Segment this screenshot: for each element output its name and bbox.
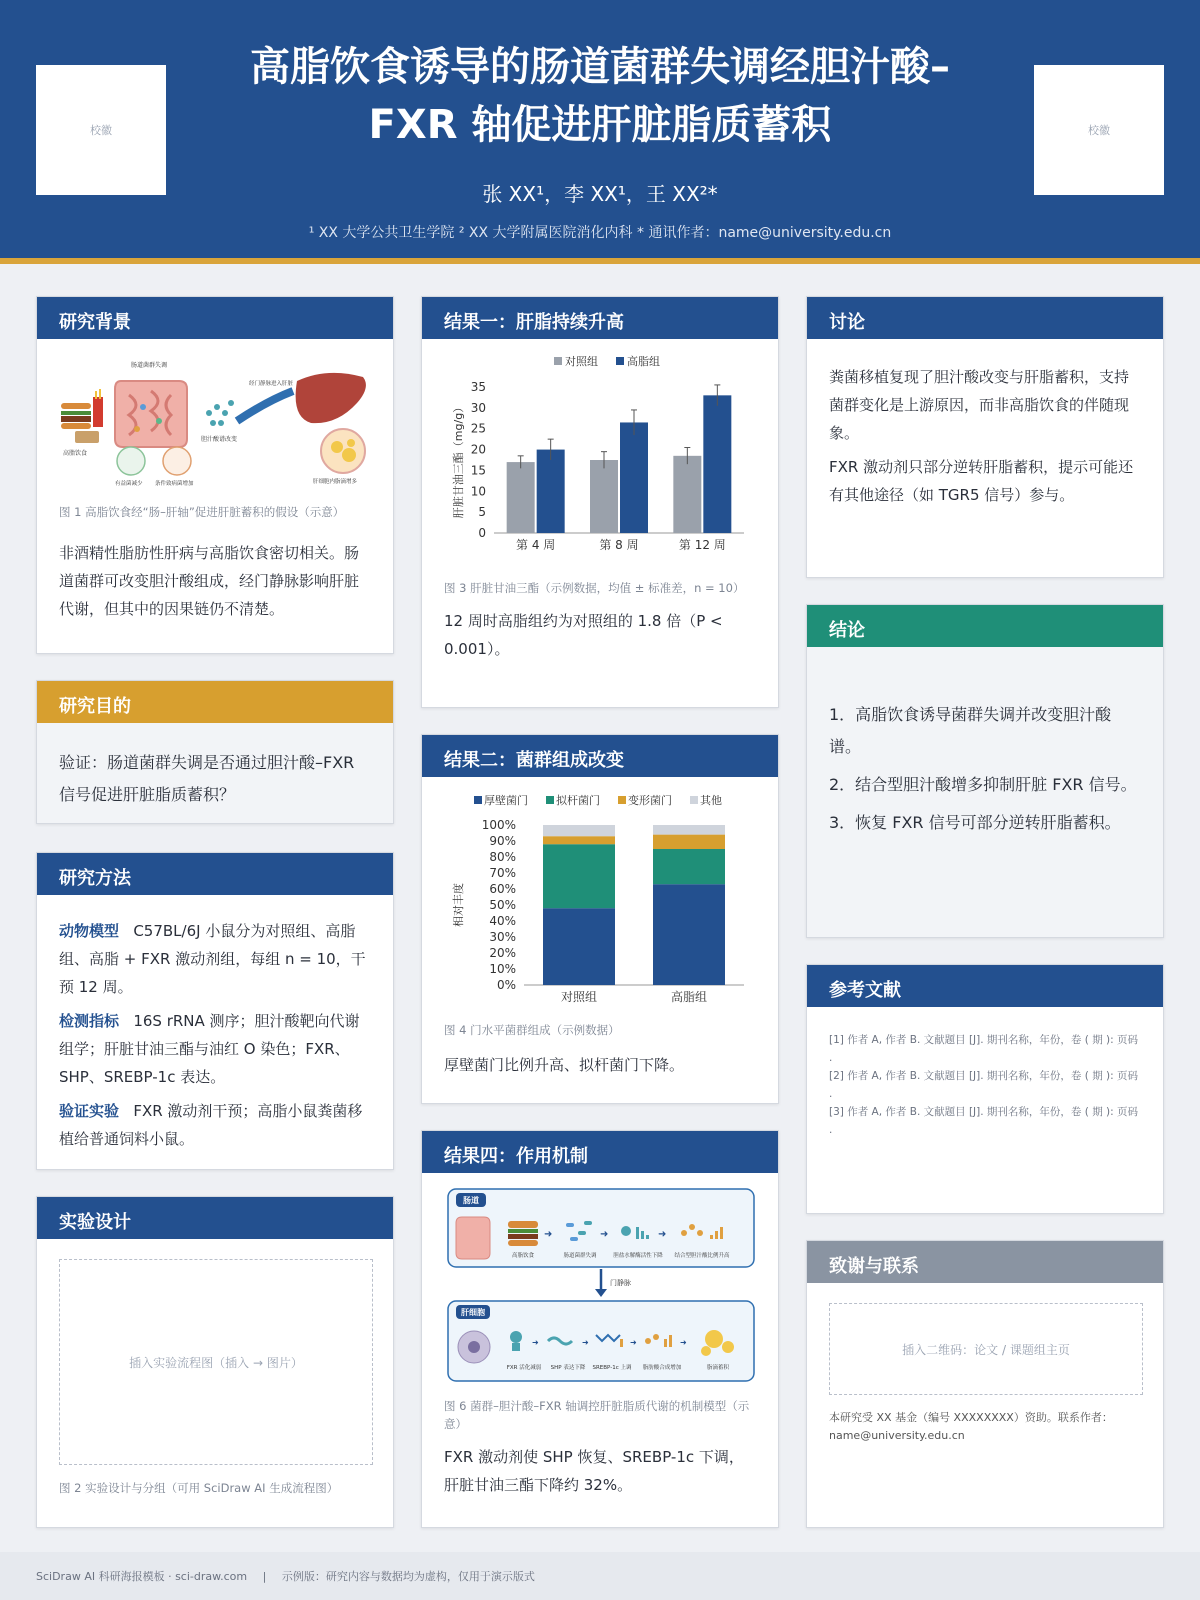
- title-line-2: FXR 轴促进肝脏脂质蓄积: [368, 102, 832, 148]
- arrow-icon: ➜: [630, 1338, 637, 1347]
- nucleus-icon: [468, 1341, 480, 1353]
- result1-text: 12 周时高脂组约为对照组的 1.8 倍（P < 0.001）。: [444, 612, 723, 658]
- panel-methods: [36, 852, 394, 1170]
- fig-label: 肠道菌群失调: [131, 362, 168, 369]
- panel-acknowledgements: [806, 1240, 1164, 1528]
- method-text: FXR 激动剂干预；高脂小鼠粪菌移植给普通饲料小鼠。: [59, 1102, 363, 1148]
- reference-item: [1] 作者 A, 作者 B. 文献题目 [J]. 期刊名称，年份，卷 ( 期 ): 页码 .: [829, 1034, 1139, 1064]
- method-item: [59, 1097, 371, 1153]
- panel-heading: 研究方法: [37, 853, 393, 895]
- y-tick-label: 90%: [489, 834, 516, 848]
- footer-divider: |: [262, 1570, 267, 1583]
- title-line-1: 高脂饮食诱导的肠道菌群失调经胆汁酸–: [250, 44, 950, 90]
- legend-swatch: [546, 796, 554, 804]
- liver-step: 脂肪酸合成增加: [642, 1365, 682, 1371]
- authors: 张 XX¹，李 XX¹，王 XX²*: [482, 182, 718, 206]
- funding-contact: 本研究受 XX 基金（编号 XXXXXXXX）资助。联系作者：name@university.edu.cn: [829, 1411, 1113, 1442]
- aim-text: 验证：肠道菌群失调是否通过胆汁酸–FXR 信号促进肝脏脂质蓄积？: [59, 753, 355, 804]
- y-tick-label: 80%: [489, 850, 516, 864]
- panel-heading: 结论: [807, 605, 1163, 647]
- stacked-bar-segment: [653, 835, 725, 849]
- poster-header: [0, 0, 1200, 262]
- result2-text: 厚壁菌门比例升高、拟杆菌门下降。: [444, 1056, 685, 1074]
- gut-tag-label: 肠道: [463, 1196, 479, 1205]
- liver-icon: [296, 373, 366, 473]
- legend-label: 厚壁菌门: [484, 794, 528, 807]
- stacked-bar-segment: [653, 884, 725, 985]
- x-tick-label: 第 12 周: [678, 538, 726, 552]
- bar: [620, 422, 648, 533]
- bar: [673, 456, 701, 533]
- gut-step: 结合型胆汁酸比例升高: [674, 1253, 730, 1259]
- panel-heading: 结果一：肝脂持续升高: [422, 297, 778, 339]
- panel-heading: 实验设计: [37, 1197, 393, 1239]
- method-text: 16S rRNA 测序；胆汁酸靶向代谢组学；肝脏甘油三酯与油红 O 染色；FXR、SHP、SREBP-1c 表达。: [59, 1012, 360, 1086]
- y-tick-label: 10: [470, 484, 486, 499]
- legend-swatch: [690, 796, 698, 804]
- y-tick-label: 60%: [489, 882, 516, 896]
- portal-arrow-head: [595, 1289, 607, 1297]
- arrow-icon: ➜: [544, 1229, 553, 1240]
- reference-item: [3] 作者 A, 作者 B. 文献题目 [J]. 期刊名称，年份，卷 ( 期 ): 页码 .: [829, 1106, 1139, 1136]
- figure-caption: 图 2 实验设计与分组（可用 SciDraw AI 生成流程图）: [59, 1481, 339, 1495]
- figure-caption: 图 1 高脂饮食经“肠–肝轴”促进肝脏蓄积的假设（示意）: [59, 505, 345, 519]
- y-tick-label: 0: [478, 526, 486, 540]
- liver-step: SHP 表达下降: [550, 1365, 586, 1371]
- portal-label: 门静脉: [610, 1279, 631, 1287]
- y-tick-label: 25: [470, 421, 486, 436]
- gut-step: 肠道菌群失调: [563, 1253, 597, 1259]
- fig-label: 经门静脉进入肝脏: [249, 381, 294, 387]
- panel-heading: 研究背景: [37, 297, 393, 339]
- flowchart-placeholder[interactable]: 插入实验流程图（插入 → 图片）: [59, 1259, 373, 1465]
- affiliations: ¹ XX 大学公共卫生学院 ² XX 大学附属医院消化内科 * 通讯作者：name@university.edu.cn: [308, 225, 892, 241]
- y-axis-label: 肝脏甘油三酯（mg/g）: [452, 401, 465, 519]
- header-divider: [0, 258, 1200, 264]
- legend-swatch: [618, 796, 626, 804]
- panel-result2: [421, 734, 779, 1104]
- stacked-bar-segment: [543, 825, 615, 836]
- gut-step: 高脂饮食: [511, 1253, 535, 1259]
- stacked-bar-segment: [543, 844, 615, 908]
- panel-heading: 参考文献: [807, 965, 1163, 1007]
- method-text: C57BL/6J 小鼠分为对照组、高脂组、高脂 + FXR 激动剂组，每组 n = 10，干预 12 周。: [59, 922, 366, 996]
- panel-background: [36, 296, 394, 654]
- panel-heading: 研究目的: [37, 681, 393, 723]
- panel-heading: 结果二：菌群组成改变: [422, 735, 778, 777]
- bar: [703, 395, 731, 533]
- conclusion-item: 3．恢复 FXR 信号可部分逆转肝脂蓄积。: [829, 813, 1121, 832]
- panel-heading: 致谢与联系: [807, 1241, 1163, 1283]
- discussion-paragraph-1: 粪菌移植复现了胆汁酸改变与肝脂蓄积，支持菌群变化是上游原因，而非高脂饮食的伴随现象。: [829, 368, 1130, 442]
- footer-brand: SciDraw AI 科研海报模板 · sci-draw.com: [36, 1570, 248, 1583]
- conclusion-item: 2．结合型胆汁酸增多抑制肝脏 FXR 信号。: [829, 775, 1137, 794]
- logo-right-placeholder: 校徽: [1034, 65, 1164, 195]
- y-axis-label: 相对丰度: [452, 883, 465, 927]
- panel-references: [806, 964, 1164, 1214]
- method-item: [59, 1007, 371, 1091]
- y-tick-label: 20%: [489, 946, 516, 960]
- pathogen-bacteria-icon: [163, 447, 191, 475]
- y-tick-label: 30%: [489, 930, 516, 944]
- panel-heading: 讨论: [807, 297, 1163, 339]
- gut-liver-illustration: [59, 351, 373, 491]
- bar: [590, 460, 618, 533]
- method-item: [59, 917, 371, 1001]
- fig-label: 胆汁酸谱改变: [201, 436, 238, 443]
- y-tick-label: 0%: [496, 978, 516, 992]
- fig-label: 条件致病菌增加: [155, 481, 194, 487]
- figure-caption: 图 4 门水平菌群组成（示例数据）: [444, 1023, 620, 1037]
- panel-aim: [36, 680, 394, 824]
- stacked-bar-segment: [543, 908, 615, 985]
- result4-text: FXR 激动剂使 SHP 恢复、SREBP-1c 下调，肝脏甘油三酯下降约 32%。: [444, 1448, 744, 1494]
- x-tick-label: 第 8 周: [599, 538, 639, 552]
- bile-acid-molecule-icon: [206, 400, 234, 426]
- arrow-icon: ➜: [680, 1338, 687, 1347]
- gut-step: 胆盐水解酶活性下降: [613, 1253, 663, 1259]
- x-tick-label: 对照组: [560, 990, 598, 1004]
- y-tick-label: 5: [478, 505, 486, 520]
- arrow-icon: ➜: [532, 1338, 539, 1347]
- fig-label: 有益菌减少: [115, 481, 143, 487]
- figure-caption: 图 6 菌群–胆汁酸–FXR 轴调控肝脏脂质代谢的机制模型（示意）: [444, 1399, 750, 1431]
- liver-step: SREBP-1c 上调: [592, 1365, 632, 1371]
- poster-footer: [0, 1552, 1200, 1600]
- method-keyword: 检测指标: [59, 1012, 120, 1030]
- legend-swatch: [474, 796, 482, 804]
- legend-label: 拟杆菌门: [556, 794, 600, 807]
- liver-step: FXR 活化减弱: [506, 1365, 542, 1371]
- y-tick-label: 10%: [489, 962, 516, 976]
- food-icon: [61, 389, 103, 443]
- legend-label: 变形菌门: [628, 794, 672, 807]
- legend-label: 其他: [700, 794, 722, 807]
- legend-label: 高脂组: [627, 355, 660, 368]
- stacked-bar-segment: [653, 849, 725, 884]
- y-tick-label: 40%: [489, 914, 516, 928]
- method-keyword: 动物模型: [59, 922, 120, 940]
- stacked-bar-segment: [653, 825, 725, 835]
- liver-step: 脂滴蓄积: [706, 1365, 730, 1371]
- y-tick-label: 100%: [481, 818, 516, 832]
- x-tick-label: 第 4 周: [516, 538, 556, 552]
- fig-label: 高脂饮食: [63, 450, 88, 457]
- fig-label: 肝细胞内脂滴增多: [313, 479, 358, 485]
- panel-conclusion: [806, 604, 1164, 938]
- arrow-icon: ➜: [600, 1229, 609, 1240]
- x-tick-label: 高脂组: [670, 990, 708, 1004]
- legend-swatch: [616, 357, 624, 365]
- portal-vein-icon: [237, 391, 293, 421]
- discussion-paragraph-2: FXR 激动剂只部分逆转肝脂蓄积，提示可能还有其他途径（如 TGR5 信号）参与。: [829, 458, 1134, 504]
- y-tick-label: 70%: [489, 866, 516, 880]
- liver-tag-label: 肝细胞: [461, 1308, 485, 1317]
- bar: [507, 462, 535, 533]
- panel-design: [36, 1196, 394, 1528]
- intestine-icon: [456, 1217, 490, 1259]
- stacked-bar-segment: [543, 836, 615, 844]
- arrow-icon: ➜: [658, 1229, 667, 1240]
- background-text: 非酒精性脂肪性肝病与高脂饮食密切相关。肠道菌群可改变胆汁酸组成，经门静脉影响肝脏代谢，但其中的因果链仍不清楚。: [59, 544, 360, 618]
- poster-title: [180, 38, 1020, 154]
- legend-label: 对照组: [565, 355, 598, 368]
- y-tick-label: 15: [470, 463, 486, 478]
- reference-item: [2] 作者 A, 作者 B. 文献题目 [J]. 期刊名称，年份，卷 ( 期 ): 页码 .: [829, 1070, 1139, 1100]
- y-tick-label: 50%: [489, 898, 516, 912]
- y-tick-label: 20: [470, 442, 486, 457]
- mechanism-diagram: [444, 1187, 758, 1385]
- bar: [537, 450, 565, 533]
- y-tick-label: 35: [470, 380, 486, 394]
- intestine-icon: [115, 381, 187, 447]
- conclusion-item: 1．高脂饮食诱导菌群失调并改变胆汁酸谱。: [829, 705, 1112, 756]
- microbiota-stacked-bar-chart: [444, 787, 758, 1009]
- panel-result1: [421, 296, 779, 708]
- footer-disclaimer: 示例版：研究内容与数据均为虚构，仅用于演示版式: [281, 1570, 535, 1583]
- logo-left-placeholder: 校徽: [36, 65, 166, 195]
- panel-result4: [421, 1130, 779, 1528]
- panel-heading: 结果四：作用机制: [422, 1131, 778, 1173]
- y-tick-label: 30: [470, 400, 486, 415]
- method-keyword: 验证实验: [59, 1102, 120, 1120]
- arrow-icon: ➜: [582, 1338, 589, 1347]
- qr-code-placeholder[interactable]: 插入二维码：论文 / 课题组主页: [829, 1303, 1143, 1395]
- legend-swatch: [554, 357, 562, 365]
- panel-discussion: [806, 296, 1164, 578]
- beneficial-bacteria-icon: [117, 447, 145, 475]
- figure-caption: 图 3 肝脏甘油三酯（示例数据，均值 ± 标准差，n = 10）: [444, 581, 745, 595]
- triglyceride-bar-chart: [444, 349, 758, 569]
